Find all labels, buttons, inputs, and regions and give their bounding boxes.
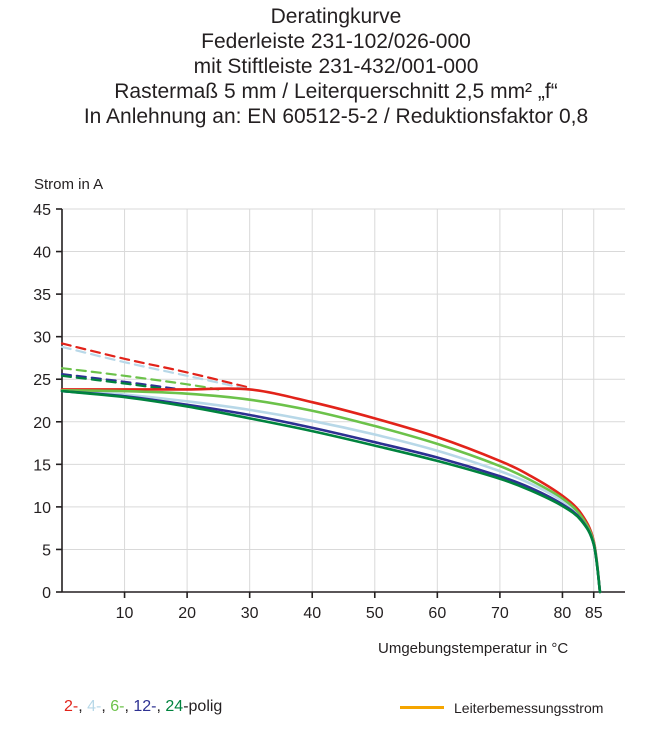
x-axis-tick-label: 70: [490, 605, 509, 622]
title-line-3: mit Stiftleiste 231-432/001-000: [193, 55, 479, 78]
legend-polig-part-8: 24: [165, 698, 184, 715]
series-dashed-2-polig-dashed: [62, 343, 250, 387]
y-axis-tick-label: 10: [33, 499, 51, 517]
y-axis-tick-label: 40: [33, 244, 51, 262]
x-axis-tick-label: 80: [553, 605, 572, 622]
x-axis-title: Umgebungstemperatur in °C: [378, 640, 569, 657]
title-line-1: Deratingkurve: [270, 5, 402, 28]
series-dashed-12-polig-dashed: [62, 374, 175, 388]
title-line-4: Rastermaß 5 mm / Leiterquerschnitt 2,5 mm² „f“: [114, 80, 558, 103]
legend-polig-part-6: 12-: [133, 698, 157, 715]
chart-legend: [0, 698, 672, 728]
legend-polig-part-1: ,: [78, 698, 88, 715]
x-axis-tick-label: 30: [240, 605, 259, 622]
y-axis-tick-label: 35: [33, 287, 51, 305]
y-axis-tick-label: 0: [42, 585, 51, 602]
series-dashed-24-polig-dashed: [62, 376, 162, 389]
legend-polig-part-3: ,: [101, 698, 111, 715]
series-line-2-polig: [62, 388, 600, 592]
legend-polig-part-9: -polig: [183, 698, 223, 715]
y-axis-tick-label: 5: [42, 542, 51, 560]
series-line-12-polig: [62, 391, 600, 592]
y-axis-tick-label: 15: [33, 457, 51, 475]
legend-polig-label: [64, 698, 222, 716]
title-line-5: In Anlehnung an: EN 60512-5-2 / Reduktionsfaktor 0,8: [83, 105, 589, 128]
y-axis-tick-label: 45: [33, 202, 51, 219]
legend-polig-part-4: 6-: [110, 698, 125, 715]
x-axis-tick-label: 40: [303, 605, 322, 622]
y-axis-tick-label: 30: [33, 329, 51, 347]
series-line-24-polig: [62, 391, 600, 592]
title-line-2: Federleiste 231-102/026-000: [201, 30, 471, 53]
y-axis-tick-label: 25: [33, 372, 51, 390]
y-axis-title: Strom in A: [34, 176, 104, 193]
x-axis-tick-label: 50: [365, 605, 384, 622]
legend-polig-part-5: ,: [124, 698, 134, 715]
x-axis-tick-label: 60: [428, 605, 447, 622]
legend-current-label: Leiterbemessungsstrom: [454, 700, 604, 716]
x-axis-tick-label: 10: [115, 605, 134, 622]
x-axis-tick-label: 85: [584, 605, 603, 622]
legend-polig-part-2: 4-: [87, 698, 102, 715]
series-line-6-polig: [62, 390, 600, 592]
legend-polig-part-0: 2-: [64, 698, 79, 715]
series-dashed-4-polig-dashed: [62, 347, 250, 390]
legend-polig-part-7: ,: [156, 698, 166, 715]
series-line-4-polig: [62, 391, 600, 592]
y-axis-tick-label: 20: [33, 414, 51, 432]
legend-current-entry: [400, 700, 603, 716]
legend-current-swatch: [400, 706, 444, 709]
x-axis-tick-label: 20: [178, 605, 197, 622]
